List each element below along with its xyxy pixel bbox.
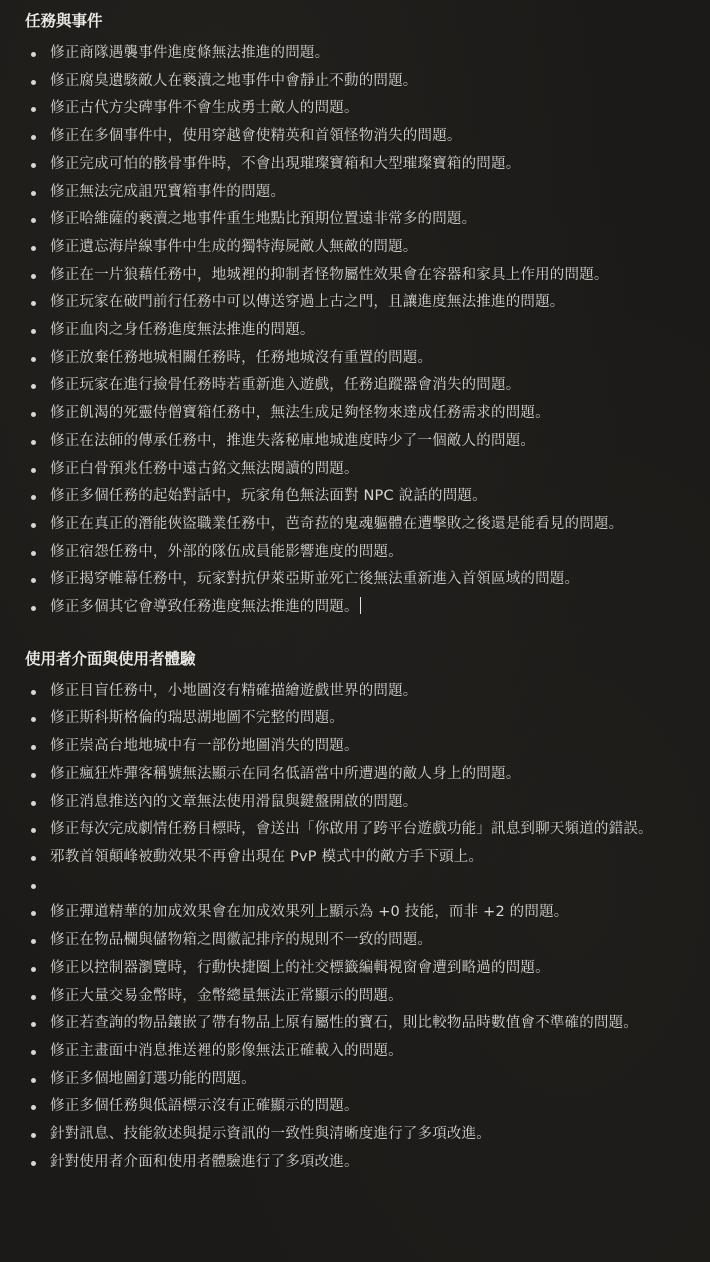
- section-title-quests-events: 任務與事件: [25, 12, 103, 30]
- list-item: 邪教首領顛峰被動效果不再會出現在 PvP 模式中的敵方手下頭上。: [25, 844, 684, 872]
- list-item: 修正彈道精華的加成效果會在加成效果列上顯示為 +0 技能，而非 +2 的問題。: [25, 899, 684, 927]
- list-item: 修正玩家在進行撿骨任務時若重新進入遊戲，任務追蹤器會消失的問題。: [25, 372, 684, 400]
- list-item: 修正揭穿帷幕任務中，玩家對抗伊萊亞斯並死亡後無法重新進入首領區域的問題。: [25, 566, 684, 594]
- list-item: 針對訊息、技能敘述與提示資訊的一致性與清晰度進行了多項改進。: [25, 1121, 684, 1149]
- list-item: 修正在物品欄與儲物箱之間徽記排序的規則不一致的問題。: [25, 927, 684, 955]
- text-cursor: [360, 597, 361, 614]
- list-item: 修正玩家在破門前行任務中可以傳送穿過上古之門，且讓進度無法推進的問題。: [25, 289, 684, 317]
- list-item: 修正斯科斯格倫的瑞思湖地圖不完整的問題。: [25, 705, 684, 733]
- quests-events-list: [25, 40, 684, 622]
- list-item: 修正多個任務的起始對話中，玩家角色無法面對 NPC 說話的問題。: [25, 483, 684, 511]
- list-item: 修正古代方尖碑事件不會生成勇士敵人的問題。: [25, 95, 684, 123]
- list-item: 修正宿怨任務中，外部的隊伍成員能影響進度的問題。: [25, 539, 684, 567]
- list-item: 修正在多個事件中，使用穿越會使精英和首領怪物消失的問題。: [25, 123, 684, 151]
- list-item: 修正腐臭遺駭敵人在褻瀆之地事件中會靜止不動的問題。: [25, 68, 684, 96]
- list-item: 修正無法完成詛咒寶箱事件的問題。: [25, 179, 684, 207]
- list-item: 修正白骨預兆任務中遠古銘文無法閱讀的問題。: [25, 456, 684, 484]
- list-item: 修正在法師的傳承任務中，推進失落秘庫地城進度時少了一個敵人的問題。: [25, 428, 684, 456]
- list-item: 修正主畫面中消息推送裡的影像無法正確載入的問題。: [25, 1038, 684, 1066]
- list-item: 修正在真正的潛能俠盜職業任務中，芭奇菈的鬼魂軀體在遭擊敗之後還是能看見的問題。: [25, 511, 684, 539]
- list-item-last: [25, 594, 684, 622]
- list-item-text: 修正多個其它會導致任務進度無法推進的問題。: [50, 599, 359, 616]
- list-item: 針對使用者介面和使用者體驗進行了多項改進。: [25, 1149, 684, 1177]
- list-item: 修正瘋狂炸彈客稱號無法顯示在同名低語當中所遭遇的敵人身上的問題。: [25, 761, 684, 789]
- list-item: 修正多個任務與低語標示沒有正確顯示的問題。: [25, 1093, 684, 1121]
- ui-ux-list: [25, 678, 684, 1177]
- list-item: 修正商隊遇襲事件進度條無法推進的問題。: [25, 40, 684, 68]
- list-item: 修正消息推送內的文章無法使用滑鼠與鍵盤開啟的問題。: [25, 789, 684, 817]
- list-item: 修正飢渴的死靈侍僧寶箱任務中，無法生成足夠怪物來達成任務需求的問題。: [25, 400, 684, 428]
- list-item: 修正目盲任務中，小地圖沒有精確描繪遊戲世界的問題。: [25, 678, 684, 706]
- list-item-empty: [25, 872, 684, 900]
- list-item: 修正完成可怕的骸骨事件時，不會出現璀璨寶箱和大型璀璨寶箱的問題。: [25, 151, 684, 179]
- list-item: 修正若查詢的物品鑲嵌了帶有物品上原有屬性的寶石，則比較物品時數值會不準確的問題。: [25, 1010, 684, 1038]
- list-item: 修正大量交易金幣時，金幣總量無法正常顯示的問題。: [25, 983, 684, 1011]
- list-item: 修正遺忘海岸線事件中生成的獨特海屍敵人無敵的問題。: [25, 234, 684, 262]
- list-item: 修正崇高台地地城中有一部份地圖消失的問題。: [25, 733, 684, 761]
- list-item: 修正以控制器瀏覽時，行動快捷圈上的社交標籤編輯視窗會遭到略過的問題。: [25, 955, 684, 983]
- list-item: 修正哈維薩的褻瀆之地事件重生地點比預期位置遠非常多的問題。: [25, 206, 684, 234]
- list-item: 修正放棄任務地城相關任務時，任務地城沒有重置的問題。: [25, 345, 684, 373]
- list-item: 修正多個地圖釘選功能的問題。: [25, 1066, 684, 1094]
- list-item: 修正在一片狼藉任務中，地城裡的抑制者怪物屬性效果會在容器和家具上作用的問題。: [25, 262, 684, 290]
- list-item: 修正每次完成劇情任務目標時，會送出「你啟用了跨平台遊戲功能」訊息到聊天頻道的錯誤。: [25, 816, 684, 844]
- section-title-ui-ux: 使用者介面與使用者體驗: [25, 649, 196, 668]
- list-item: 修正血肉之身任務進度無法推進的問題。: [25, 317, 684, 345]
